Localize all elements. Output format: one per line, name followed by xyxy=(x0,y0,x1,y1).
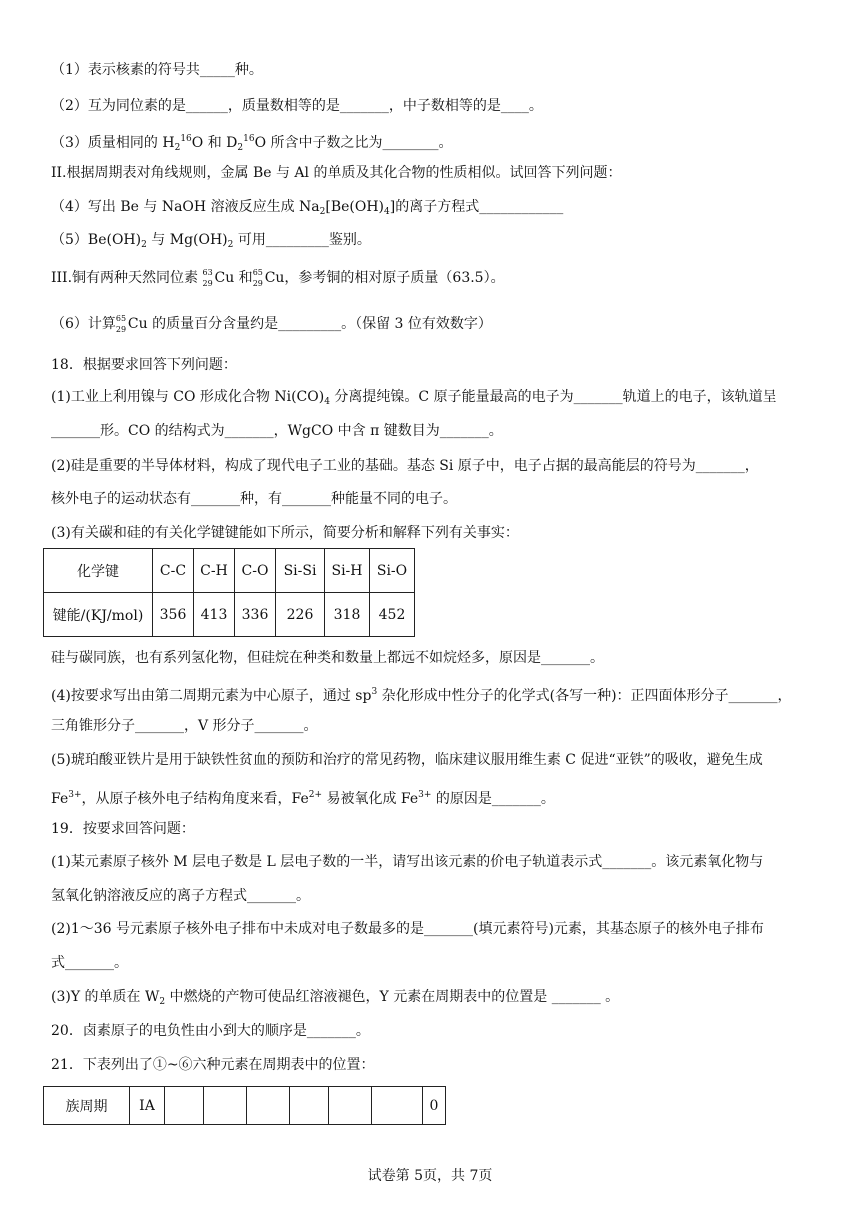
bond-table-cell: Si-H xyxy=(325,549,370,593)
period-table-cell xyxy=(247,1087,290,1125)
periodic-position-table xyxy=(43,1086,446,1125)
q19-title: 19．按要求回答问题： xyxy=(51,821,195,837)
q18-5-line-b: $Fe^{3+}$，从原子核外电子结构角度来看，$Fe^{2+}$ 易被氧化成 $Fe^{3+}$ 的原因是_______。 xyxy=(51,790,555,807)
q6-line: （6）计算 65 29 Cu 的质量百分含量约是_________。（保留 3 位有效数字） xyxy=(51,314,492,334)
period-table-cell: IA xyxy=(130,1087,165,1125)
q18-1-line-a: (1)工业上利用镍与 CO 形成化合物 $Ni(CO)_4$ 分离提纯镍。C 原子能量最高的电子为_______轨道上的电子，该轨道呈 xyxy=(51,389,777,407)
q19-1-line-a: (1)某元素原子核外 M 层电子数是 L 层电子数的一半，请写出该元素的价电子轨道表示式_______。该元素氧化物与 xyxy=(51,854,764,870)
q19-2-line-b: 式_______。 xyxy=(51,955,128,971)
q2-line: （2）互为同位素的是______，质量数相等的是_______，中子数相等的是____。 xyxy=(51,98,543,114)
q18-4-line-a: (4)按要求写出由第二周期元素为中心原子，通过 $sp^3$ 杂化形成中性分子的化学式(各写一种)：正四面体形分子_______， xyxy=(51,687,792,704)
bond-table-cell: 356 xyxy=(153,593,194,637)
period-table-cell xyxy=(290,1087,329,1125)
q18-4-line-b: 三角锥形分子_______，V 形分子_______。 xyxy=(51,718,318,734)
bond-table-cell: 336 xyxy=(235,593,276,637)
q18-2-line-b: 核外电子的运动状态有_______种，有_______种能量不同的电子。 xyxy=(51,491,457,507)
bond-table-cell: C-H xyxy=(194,549,235,593)
period-table-cell: 族周期 xyxy=(44,1087,130,1125)
bond-table-cell: 键能/(KJ/mol) xyxy=(44,593,153,637)
period-table-cell xyxy=(372,1087,423,1125)
bond-table-cell: C-C xyxy=(153,549,194,593)
page-footer: 试卷第 5页，共 7页 xyxy=(367,1168,493,1184)
bond-table-cell: Si-Si xyxy=(276,549,325,593)
bond-table-cell: 化学键 xyxy=(44,549,153,593)
q18-2-line-a: (2)硅是重要的半导体材料，构成了现代电子工业的基础。基态 Si 原子中，电子占据的最高能层的符号为_______， xyxy=(51,458,759,474)
bond-table-cell: Si-O xyxy=(370,549,415,593)
cu63-nuclide: 63 29 xyxy=(202,268,213,288)
period-table-row xyxy=(44,1087,446,1125)
period-table-cell xyxy=(165,1087,204,1125)
q18-title: 18．根据要求回答下列问题： xyxy=(51,357,237,373)
q18-5-line-a: (5)琥珀酸亚铁片是用于缺铁性贫血的预防和治疗的常见药物，临床建议服用维生素 C 促进“亚铁”的吸收，避免生成 xyxy=(51,752,763,768)
bond-table-cell: 452 xyxy=(370,593,415,637)
q21-line: 21．下表列出了①~⑥六种元素在周期表中的位置： xyxy=(51,1057,375,1073)
q18-3-after: 硅与碳同族，也有系列氢化物，但硅烷在种类和数量上都远不如烷烃多，原因是_______。 xyxy=(51,650,604,666)
section-ii-line: II.根据周期表对角线规则，金属 Be 与 Al 的单质及其化合物的性质相似。试回答下列问题： xyxy=(51,165,622,181)
period-table-cell xyxy=(329,1087,372,1125)
q19-3-line: (3)Y 的单质在 $W_2$ 中燃烧的产物可使品红溶液褪色，Y 元素在周期表中的位置是 _______ 。 xyxy=(51,989,620,1007)
cu65-nuclide-q6: 65 29 xyxy=(115,314,127,334)
period-table-cell: 0 xyxy=(423,1087,446,1125)
bond-table-header-row xyxy=(44,549,415,593)
bond-table-cell: 226 xyxy=(276,593,325,637)
bond-table-cell: 318 xyxy=(325,593,370,637)
bond-table-cell: C-O xyxy=(235,549,276,593)
cu65-nuclide: 65 29 xyxy=(252,268,263,288)
q5-line: $(5)Be(OH)_2$ 与 $Mg(OH)_2$ 可用_________鉴别。 xyxy=(51,232,371,250)
q18-3-line: (3)有关碳和硅的有关化学键键能如下所示，简要分析和解释下列有关事实： xyxy=(51,525,519,541)
q19-1-line-b: 氢氧化钠溶液反应的离子方程式_______。 xyxy=(51,888,310,904)
bond-energy-table xyxy=(43,548,415,637)
q1-line: （1）表示核素的符号共_____种。 xyxy=(51,62,263,78)
section-iii-line: III.铜有两种天然同位素 63 29 Cu 和 65 29 Cu，参考铜的相对原子质量（63.5）。 xyxy=(51,268,505,288)
bond-table-value-row xyxy=(44,593,415,637)
q3-line: （3）质量相同的 $H_2^{16}O$ 和 $D_2^{16}O$ 所含中子数之比为________。 xyxy=(51,134,453,153)
bond-table-cell: 413 xyxy=(194,593,235,637)
q18-1-line-b: _______形。CO 的结构式为_______，WgCO 中含 π 键数目为_______。 xyxy=(51,423,503,439)
q20-line: 20．卤素原子的电负性由小到大的顺序是_______。 xyxy=(51,1023,370,1039)
q4-line: （4）写出 Be 与 NaOH 溶液反应生成 $Na_2[Be(OH)_4]$的离子方程式____________ xyxy=(51,199,564,217)
q19-2-line-a: (2)1～36 号元素原子核外电子排布中未成对电子数最多的是_______(填元素符号)元素，其基态原子的核外电子排布 xyxy=(51,921,764,937)
period-table-cell xyxy=(204,1087,247,1125)
